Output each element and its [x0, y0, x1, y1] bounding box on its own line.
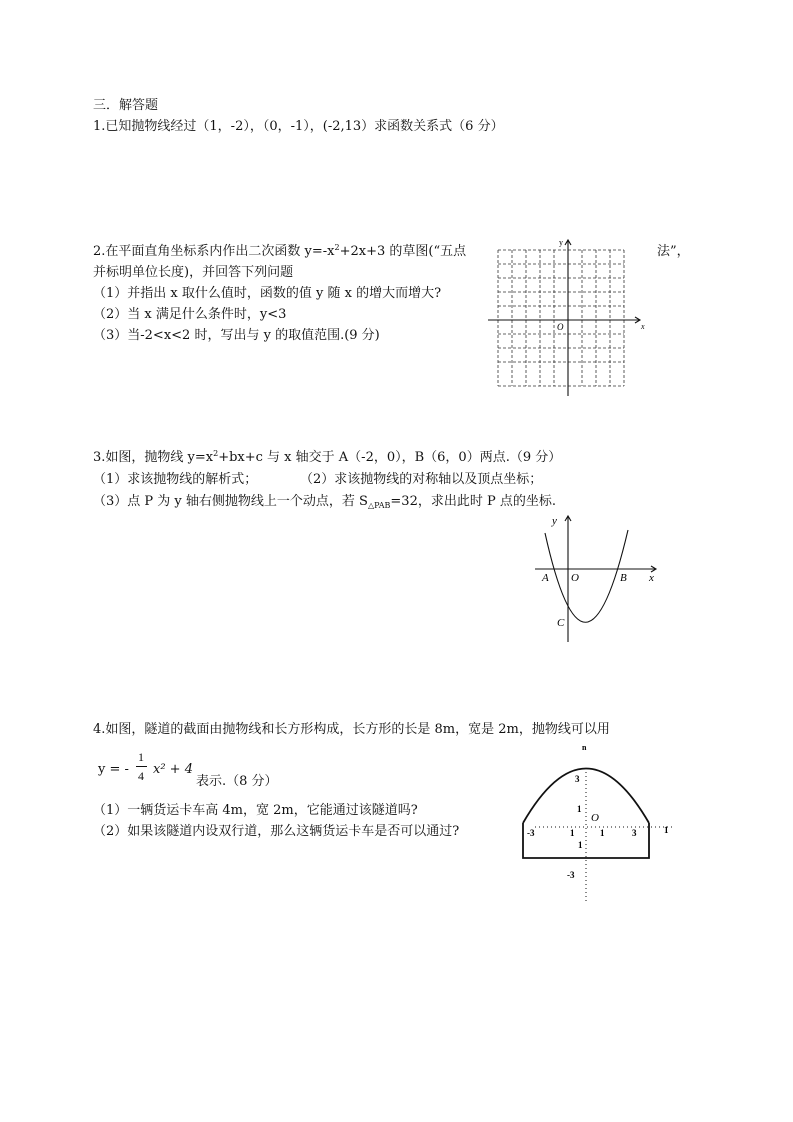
q3-point-c-label: C	[557, 617, 565, 629]
q2-x-label: x	[641, 322, 645, 331]
q3-parabola-curve	[545, 530, 628, 622]
q4-tunnel-figure	[515, 742, 680, 907]
q3-parabola-graph	[530, 510, 665, 642]
question-1: 1.已知抛物线经过（1，-2），（0，-1），(-2,13）求函数关系式（6 分）	[93, 119, 504, 134]
q3-point-b-label: B	[620, 572, 627, 584]
question-2-part-3: （3）当-2<x<2 时，写出与 y 的取值范围.(9 分)	[93, 328, 380, 343]
question-4-line2: 表示.（8 分）	[196, 774, 278, 789]
q2-y-label: y	[559, 238, 563, 247]
question-4-part-1: （1）一辆货运卡车高 4m，宽 2m，它能通过该隧道吗?	[93, 803, 418, 818]
q4-tick-minus-3: -3	[527, 828, 535, 838]
question-2-intro-tail: 法”，	[657, 244, 690, 259]
q4-tick-minus-3-lower: -3	[567, 870, 575, 880]
q4-fraction-bar	[136, 766, 147, 767]
q4-tick-1-lower: 1	[578, 840, 583, 850]
q4-tick-3: 3	[575, 774, 580, 784]
q3-point-a-label: A	[542, 572, 549, 584]
q4-formula-rest: x² + 4	[153, 762, 193, 777]
q4-top-label: n	[582, 743, 587, 752]
question-2-part-1: （1）并指出 x 取什么值时，函数的值 y 随 x 的增大而增大?	[93, 286, 442, 301]
question-3-part-2: （2）求该抛物线的对称轴以及顶点坐标；	[300, 472, 543, 487]
section-title: 三．解答题	[93, 98, 159, 113]
q4-tick-right-edge: 1	[664, 825, 669, 835]
question-2-part-2: （2）当 x 满足什么条件时，y<3	[93, 307, 287, 322]
question-2-line2: 并标明单位长度)，并回答下列问题	[93, 265, 294, 280]
question-2-intro: 2.在平面直角坐标系内作出二次函数 $y=-x^2+2x+3$ 的草图(“五点	[93, 243, 467, 259]
q4-formula-numerator: 1	[138, 750, 144, 764]
q4-tick-1: 1	[600, 828, 605, 838]
q3-y-label: y	[552, 515, 557, 527]
q4-formula-denominator: 4	[138, 769, 144, 783]
q4-origin-label: O	[591, 812, 599, 824]
q4-tick-3-right: 3	[632, 828, 637, 838]
question-3: 3.如图，抛物线 $y=x^2+bx+c$ 与 x 轴交于 A（-2，0），B（6，0）两点.（9 分）	[93, 449, 562, 465]
q4-tick-minus-1: 1	[570, 828, 575, 838]
question-4-part-2: （2）如果该隧道内设双行道，那么这辆货运卡车是否可以通过?	[93, 824, 460, 839]
q4-formula-y: y = -	[98, 762, 129, 777]
q2-origin-label: O	[557, 322, 564, 332]
q3-origin-label: O	[571, 572, 579, 584]
q3-x-label: x	[649, 572, 654, 584]
q4-tick-1-upper: 1	[577, 804, 582, 814]
question-3-part-1: （1）求该抛物线的解析式；	[93, 472, 258, 487]
question-3-part-3: （3）点 P 为 y 轴右侧抛物线上一个动点，若 S△PAB=32，求出此时 P 点的坐标.	[93, 494, 556, 510]
question-4-line1: 4.如图，隧道的截面由抛物线和长方形构成，长方形的长是 8m，宽是 2m，抛物线可以用	[93, 722, 610, 737]
q2-coordinate-grid	[485, 236, 650, 398]
